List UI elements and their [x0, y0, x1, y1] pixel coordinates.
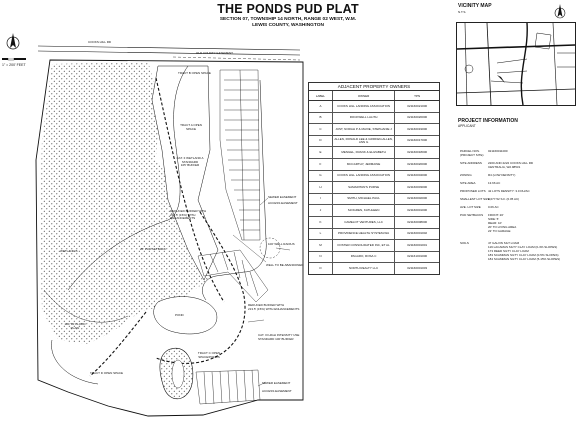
tract-a-label: TRACT A OPEN SPACE — [180, 123, 202, 131]
scale-text: 1" = 200' FEET — [2, 63, 26, 67]
owner-name-cell: SJOGREN, KATHLEEN — [332, 205, 394, 217]
plat-title: THE PONDS PUD PLAT — [217, 2, 359, 16]
project-info-value: 184 SCAMMAN SILTY CLAY LOAM (5-15% SLOPES) — [488, 257, 561, 261]
owner-name-cell: ALLEN, RONALD LEE & GRIFFEN-ALLEN, ANN G — [332, 135, 394, 147]
access-easement-label: ACCESS EASEMENT — [268, 201, 298, 205]
project-info-value: R4 (LOW DENSITY) — [488, 173, 516, 177]
owner-tpn-cell: 021160001003 — [395, 263, 439, 274]
project-info-key: PROPOSED LOTS — [460, 189, 486, 193]
tract-b-label: TRACT B OPEN SPACE — [178, 71, 211, 75]
owner-name-cell: NORTH REALTY LLC — [332, 263, 394, 274]
project-info-value: 42 LOTS DENSITY: 3.0 DU/AC — [488, 189, 530, 193]
tract-d-label: TRACT D OPEN SPACE — [90, 371, 124, 375]
project-info-key: PUD SETBACKS — [460, 213, 484, 217]
table-row — [309, 170, 439, 182]
well-radius-label: 100' WELL RADIUS — [268, 242, 295, 246]
owner-label-cell: B — [309, 112, 332, 124]
column-header-label: LABEL — [309, 91, 332, 101]
column-header-owner: OWNER — [332, 91, 394, 101]
owner-name-cell: PAGARO, ROSA C — [332, 251, 394, 263]
owner-name-cell: MCCARTHY, JERMAINE — [332, 158, 394, 170]
table-row — [309, 251, 439, 263]
owner-name-cell: ROCKWELL LALITH — [332, 112, 394, 124]
wetland-c-label: CAT. III HIGH INTENSITY USE STANDARD 100' BUFFER — [258, 333, 300, 341]
table-row — [309, 263, 439, 274]
table-row — [309, 240, 439, 252]
wetland-b-label: WETLAND B — [60, 249, 78, 253]
owner-tpn-cell: 021160018000 — [395, 147, 439, 159]
owner-tpn-cell: 021160008000 — [395, 216, 439, 228]
tract-c-label: TRACT C OPEN SPACE/PONDS — [197, 351, 221, 359]
adjacent-owners-table — [308, 82, 440, 275]
project-info-value: 119 LACAMAS SILTY CLAY LOAM (0-3% SLOPES) — [488, 245, 558, 249]
sewer-easement-label: SEWER EASEMENT — [268, 195, 297, 199]
project-info-value: 2200 AND 2222 COOKS HILL RD — [488, 161, 534, 165]
owner-tpn-cell: 021160004000 — [395, 170, 439, 182]
project-info-key: AVE. LOT SIZE — [460, 205, 481, 209]
project-info-key: SITE ADDRESS — [460, 161, 482, 165]
vicinity-map — [456, 22, 576, 106]
owner-label-cell: O — [309, 263, 332, 274]
owner-name-cell: SAMARITAN'S PURSE — [332, 182, 394, 194]
owner-tpn-cell: 021160003000 — [395, 182, 439, 194]
owner-label-cell: C — [309, 124, 332, 136]
flood-plain-label: 100 YR FLOOD PLAIN — [64, 322, 86, 330]
sewer-easement-2-label: SEWER EASEMENT — [262, 381, 291, 385]
vicinity-map-title: VICINITY MAP — [458, 3, 492, 9]
owner-label-cell: K — [309, 216, 332, 228]
table-row — [309, 193, 439, 205]
owner-tpn-cell: 021160017000 — [395, 135, 439, 147]
owner-label-cell: I — [309, 193, 332, 205]
project-info-value: 47 GALVIN SILT LOAM — [488, 241, 520, 245]
project-info-value: REAR: 10' — [488, 221, 502, 225]
site-plan-drawing — [28, 40, 308, 432]
owner-label-cell: L — [309, 228, 332, 240]
owner-tpn-cell: 021161001000 — [395, 251, 439, 263]
pond-north — [154, 297, 217, 334]
project-info-value: 22' TO GARAGE — [488, 229, 511, 233]
table-row — [309, 124, 439, 136]
table-row — [309, 182, 439, 194]
table-row — [309, 135, 439, 147]
project-info-value: 183 SCAMMAN SILTY CLAY LOAM (0-5% SLOPES) — [488, 253, 559, 257]
project-info-value: 3,077.52 S.F. (0.05 AC) — [488, 197, 520, 201]
table-row — [309, 101, 439, 113]
project-info-key: SITE AREA — [460, 181, 476, 185]
access-easement-2-label: ACCESS EASEMENT — [262, 389, 292, 393]
owner-tpn-cell: 021160019000 — [395, 124, 439, 136]
project-info-key: PARCEL NOS. — [460, 149, 480, 153]
project-info-key: (PROJECT SITE) — [460, 153, 484, 157]
plat-county-line: LEWIS COUNTY, WASHINGTON — [252, 23, 324, 28]
lots-row-north — [220, 70, 260, 240]
table-row — [309, 205, 439, 217]
project-info-value: 0.06 AC — [488, 205, 499, 209]
table-row — [309, 158, 439, 170]
project-info-value: CENTRALIA, WA 98531 — [488, 165, 521, 169]
owner-name-cell: JUST, NORAH P & MAXIE, STEPHANIE J — [332, 124, 394, 136]
owner-label-cell: D — [309, 135, 332, 147]
owner-name-cell: FOSTER CONSOLIDATED INC, ET AL — [332, 240, 394, 252]
owner-tpn-cell: 021160001002 — [395, 228, 439, 240]
column-header-tpn: TPN — [395, 91, 439, 101]
owner-label-cell: N — [309, 251, 332, 263]
owner-label-cell: J — [309, 205, 332, 217]
owner-tpn-cell: 021160001000 — [395, 205, 439, 217]
owner-tpn-cell: 021160020000 — [395, 158, 439, 170]
project-info-value: 13.66 AC — [488, 181, 501, 185]
owners-table-heading: ADJACENT PROPERTY OWNERS — [309, 83, 439, 91]
owner-name-cell: MENGEL, FRANK & ELIZABETH — [332, 147, 394, 159]
owner-label-cell: H — [309, 182, 332, 194]
project-info-value: 20' TO LIVING AREA — [488, 225, 517, 229]
project-info-value: 173 REED SILTY CLAY LOAM — [488, 249, 529, 253]
reduced-buffer-label: REDUCED BUFFER WITH 213.5' (15%) WITH ENHANCEMENTS — [170, 209, 207, 220]
table-row — [309, 216, 439, 228]
owner-name-cell: COOKS HILL LANDING ASSOCIATION — [332, 170, 394, 182]
road-label: COOKS HILL RD — [88, 40, 112, 44]
pond-label: POND — [175, 313, 184, 317]
north-arrow-icon — [4, 30, 22, 54]
cooks-hill-road — [38, 46, 300, 60]
north-arrow-icon — [553, 3, 567, 21]
owner-tpn-cell: 021160001001 — [395, 240, 439, 252]
table-row — [309, 228, 439, 240]
project-info-key: SOILS — [460, 241, 469, 245]
pond-inner — [172, 360, 184, 388]
applicant-label: APPLICANT — [458, 124, 476, 128]
table-row — [309, 112, 439, 124]
scale-bar — [2, 58, 26, 67]
road-easement-label: OLD COUNTY EASEMENT — [196, 51, 233, 55]
owner-tpn-cell: 021160021000 — [395, 101, 439, 113]
well-abandoned-label: WELL TO BE ABANDONED — [266, 263, 304, 267]
project-info-key: SMALLEST LOT SIZE — [460, 197, 490, 201]
owner-label-cell: M — [309, 240, 332, 252]
owner-label-cell: A — [309, 101, 332, 113]
reduced-buffer-2-label: REDUCED BUFFER WITH 213.5' (15%) WITH ENHANCEMENTS — [248, 303, 300, 311]
owner-name-cell: COOKS HILL LANDING ASSOCIATION — [332, 101, 394, 113]
owner-name-cell: SMITH, MICHAEL PAUL — [332, 193, 394, 205]
vicinity-map-scale: N.T.S. — [458, 10, 467, 14]
project-info-value: SIDE: 5' — [488, 217, 499, 221]
owner-name-cell: CAMELOT VENTURES, LLC — [332, 216, 394, 228]
owner-tpn-cell: 021160020000 — [395, 112, 439, 124]
owner-label-cell: F — [309, 158, 332, 170]
project-info-key: ZONING — [460, 173, 472, 177]
pud-setback-label: 25' PUD SETBACK — [140, 247, 166, 251]
owner-name-cell: PROVIDENCE HEALTH SYSTEM-WA — [332, 228, 394, 240]
plat-section-line: SECTION 07, TOWNSHIP 14 NORTH, RANGE 02 WEST, W.M. — [219, 17, 357, 22]
project-info-value: FRONT: 20' — [488, 213, 504, 217]
owner-label-cell: E — [309, 147, 332, 159]
project-info-title: PROJECT INFORMATION — [458, 118, 518, 124]
owner-tpn-cell: 021160002000 — [395, 193, 439, 205]
flood-plain-line — [51, 340, 98, 384]
lots-row-south — [196, 370, 260, 404]
owner-label-cell: G — [309, 170, 332, 182]
project-info-value: 021160011000 — [488, 149, 508, 153]
wetland-a-label: CAT. II WETLAND A STANDARD 105' BUFFER — [176, 156, 204, 167]
table-row — [309, 147, 439, 159]
